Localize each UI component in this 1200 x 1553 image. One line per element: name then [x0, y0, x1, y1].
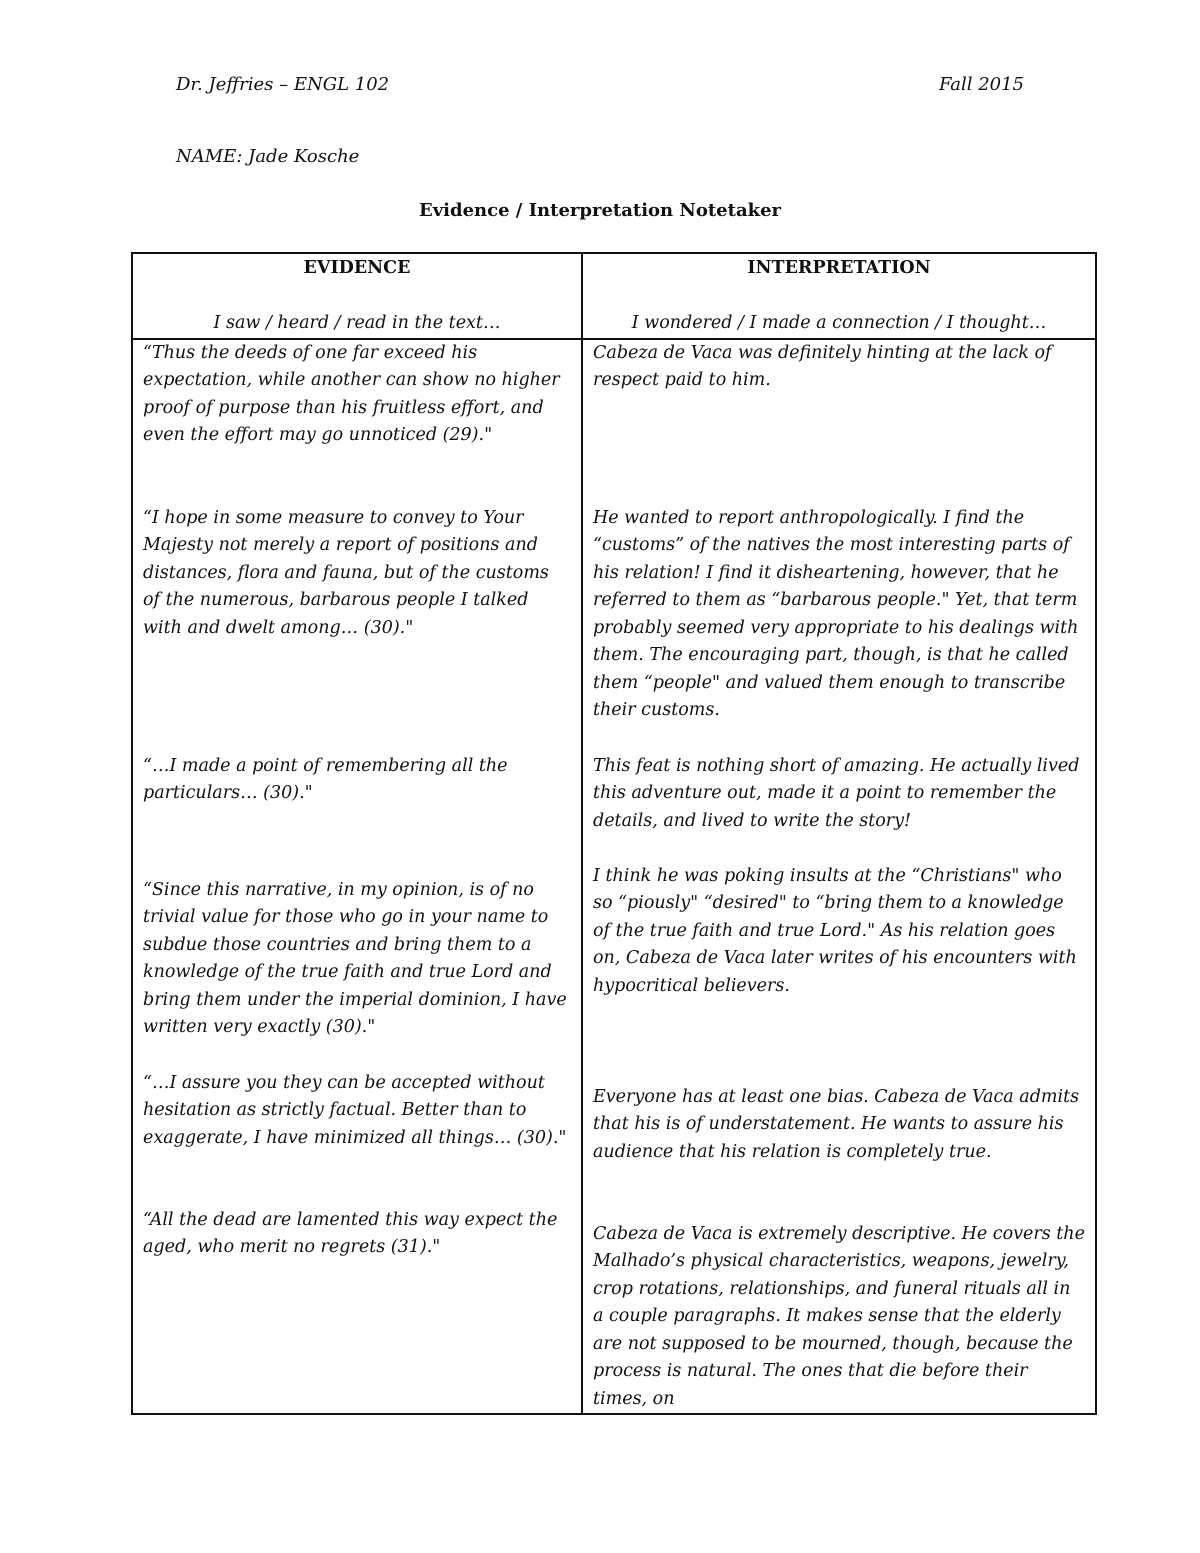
document-title: Evidence / Interpretation Notetaker: [418, 200, 782, 221]
table-body-row: [132, 339, 1096, 1415]
interpretation-cell: [582, 339, 1096, 1415]
evidence-entry: [143, 340, 571, 505]
evidence-heading: EVIDENCE: [303, 258, 411, 278]
interpretation-text: I think he was poking insults at the “Christians" who so “piously" “desired" to “bring them to a knowledge of the true faith and true Lord." As his relation goes on, Cabeza de Vaca later writes of his encounters with hypocritical believers.: [593, 865, 1077, 996]
interpretation-column-header: [582, 253, 1096, 339]
table-header-row: [132, 253, 1096, 339]
evidence-text: “Thus the deeds of one far exceed his expectation, while another can show no higher proof of purpose than his fruitless effort, and even the effort may go unnoticed (29).": [143, 342, 560, 445]
interpretation-text: He wanted to report anthropologically. I find the “customs” of the natives the most interesting parts of his relation! I find it disheartening, however, that he referred to them as “barbarous people." Yet, that term probably seemed very appropriate to his dealings with them. The encouraging part, though, is that he called them “people" and valued them enough to transcribe their customs.: [593, 507, 1079, 720]
interpretation-entry: [593, 1084, 1085, 1221]
interpretation-text: Everyone has at least one bias. Cabeza de Vaca admits that his is of understatement. He wants to assure his audience that his relation is completely true.: [593, 1086, 1080, 1162]
evidence-text: “…I made a point of remembering all the particulars… (30).": [143, 755, 508, 803]
evidence-text: “…I assure you they can be accepted without hesitation as strictly factual. Better than to exaggerate, I have minimized all things… (30).": [143, 1072, 567, 1148]
evidence-entry: [143, 877, 571, 1070]
evidence-text: “Since this narrative, in my opinion, is of no trivial value for those who go in your name to subdue those countries and bring them to a knowledge of the true faith and true Lord and bring them under the imperial dominion, I have written very exactly (30).": [143, 879, 567, 1037]
interpretation-text: Cabeza de Vaca is extremely descriptive. He covers the Malhado’s physical characteristics, weapons, jewelry, crop rotations, relationships, and funeral rituals all in a couple paragraphs. It makes sense that the elderly are not supposed to be mourned, though, because the process is natural. The ones that die before their times, on: [593, 1223, 1085, 1409]
evidence-text: “All the dead are lamented this way expect the aged, who merit no regrets (31).": [143, 1209, 558, 1257]
notetaker-table: [131, 252, 1097, 1415]
evidence-entry: [143, 1207, 571, 1262]
evidence-subheading: I saw / heard / read in the text…: [213, 313, 501, 333]
evidence-entry: [143, 753, 571, 877]
interpretation-heading: INTERPRETATION: [747, 258, 931, 278]
interpretation-entry: [593, 340, 1085, 505]
interpretation-entry: [593, 753, 1085, 863]
evidence-entry: [143, 1070, 571, 1207]
interpretation-entry: [593, 863, 1085, 1084]
evidence-entry: [143, 505, 571, 753]
term-header: Fall 2015: [938, 74, 1024, 95]
interpretation-subheading: I wondered / I made a connection / I thought…: [631, 313, 1047, 333]
course-header: Dr. Jeffries – ENGL 102: [176, 74, 390, 95]
evidence-column-header: [132, 253, 582, 339]
evidence-text: “I hope in some measure to convey to Your Majesty not merely a report of positions and distances, flora and fauna, but of the customs of the numerous, barbarous people I talked with and dwelt among… (30).": [143, 507, 549, 638]
student-name: NAME: Jade Kosche: [176, 146, 360, 167]
interpretation-text: Cabeza de Vaca was definitely hinting at the lack of respect paid to him.: [593, 342, 1052, 390]
interpretation-entry: [593, 1221, 1085, 1414]
evidence-cell: [132, 339, 582, 1415]
interpretation-text: This feat is nothing short of amazing. He actually lived this adventure out, made it a point to remember the details, and lived to write the story!: [593, 755, 1080, 831]
interpretation-entry: [593, 505, 1085, 753]
